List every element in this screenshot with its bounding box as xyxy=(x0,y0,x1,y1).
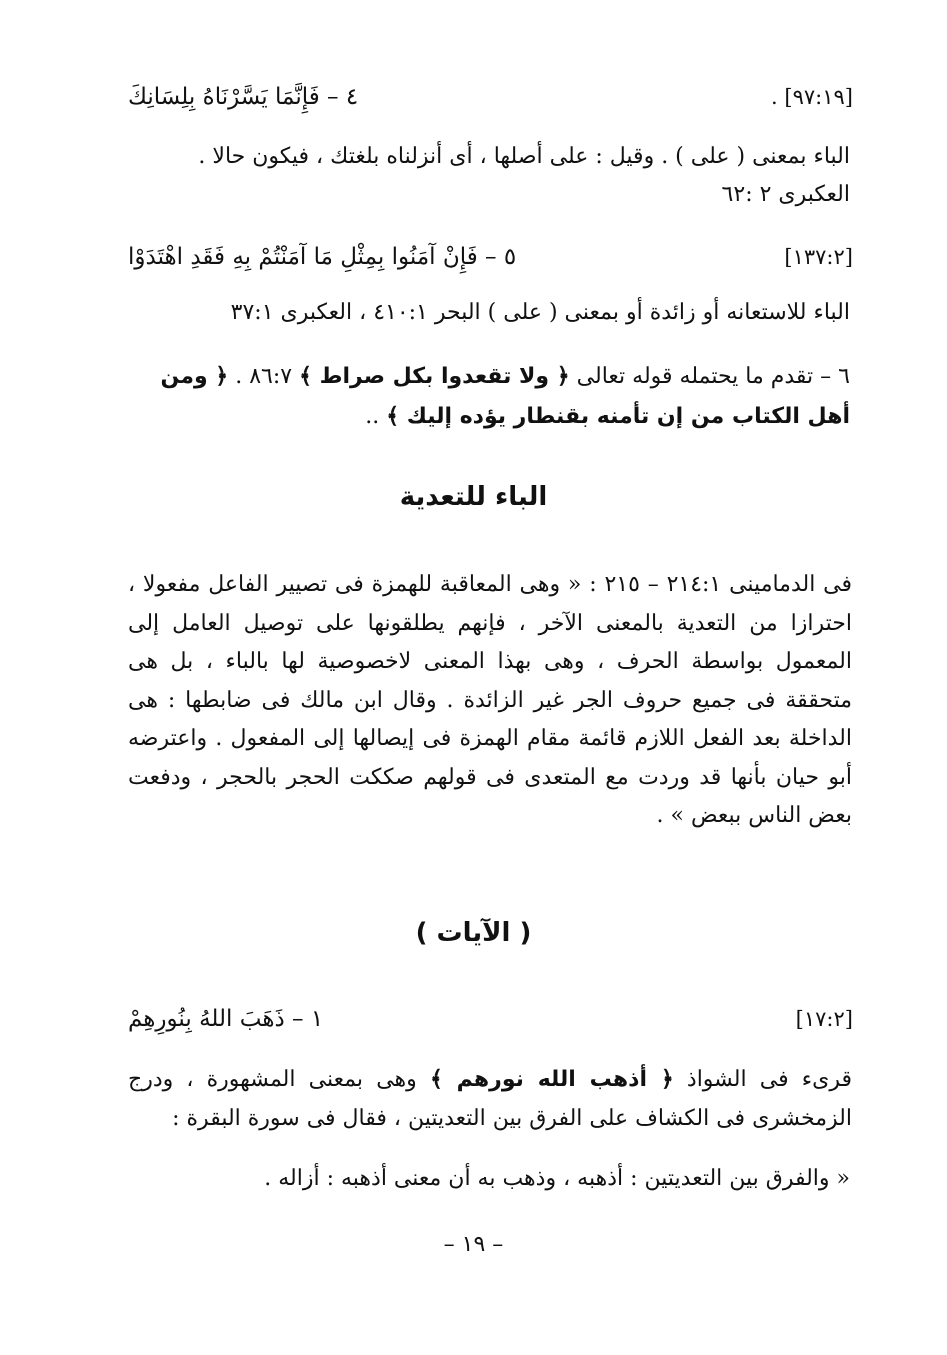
page-number: – ١٩ – xyxy=(443,1232,504,1257)
entry-6-quoted-verse: ﴿ ولا تقعدوا بكل صراط ﴾ xyxy=(299,364,570,389)
entry-5-verse: ٥ – فَإِنْ آمَنُوا بِمِثْلِ مَا آمَنْتُمْ بِهِ فَقَدِ اهْتَدَوْا xyxy=(128,244,517,270)
ayah-1-verse: ١ – ذَهَبَ اللهُ بِنُورِهِمْ xyxy=(128,1006,324,1032)
entry-6-line-1 xyxy=(161,362,850,392)
entry-5-note: الباء للاستعانه أو زائدة أو بمعنى ( على ) البحر ٤١٠:١ ، العكبرى ٣٧:١ xyxy=(230,300,850,325)
entry-4-reference: [٩٧:١٩] . xyxy=(771,85,853,109)
ayah-1-reference: [١٧:٢] xyxy=(795,1007,853,1031)
entry-6-line-2 xyxy=(365,402,850,432)
entry-6-quoted-verse-2-end: أهل الكتاب من إن تأمنه بقنطار يؤده إليك ﴾ xyxy=(386,404,850,429)
entry-6-ellipsis: .. xyxy=(365,404,380,429)
entry-4-verse: ٤ – فَإِنَّمَا يَسَّرْنَاهُ بِلِسَانِكَ xyxy=(128,84,359,110)
entry-5-reference: [١٣٧:٢] xyxy=(784,245,853,269)
entry-4-verse-row xyxy=(128,80,853,114)
entry-4-note-line-1: الباء بمعنى ( على ) . وقيل : على أصلها ، أى أنزلناه بلغتك ، فيكون حالا . xyxy=(198,144,850,169)
section-paragraph: فى الدمامينى ٢١٤:١ – ٢١٥ : « وهى المعاقبة للهمزة فى تصيير الفاعل مفعولا ، احترازا من التعدية بالمعنى الآخر ، فإنهم يطلقونها على توصيل العامل إلى المعمول بواسطة الحرف ، وهى بهذا المعنى لاخصوصية لها بالباء ، بل هى متحققة فى جميع حروف الجر غير الزائدة . وقال ابن مالك فى ضابطها : هى الداخلة بعد الفعل اللازم قائمة مقام الهمزة فى إيصالها إلى المفعول . واعترضه أبو حيان بأنها قد وردت مع المتعدى فى قولهم صككت الحجر بالحجر ، ودفعت بعض الناس ببعض » . xyxy=(128,572,853,828)
entry-5-verse-row xyxy=(128,240,853,274)
entry-6-text: ٦ – تقدم ما يحتمله قوله تعالى xyxy=(576,364,850,389)
ayah-1-paragraph xyxy=(128,1060,852,1138)
ayat-heading: ( الآيات ) xyxy=(415,918,532,948)
entry-6-verse-ref: ٨٦:٧ . xyxy=(235,364,293,389)
ayah-1-text-start: قرىء فى الشواذ xyxy=(686,1067,852,1092)
ayah-1-verse-row xyxy=(128,1002,853,1036)
entry-4-note-line-2: العكبرى ٢ :٦٢ xyxy=(721,182,850,207)
ayah-1-quoted-reading: ﴿ أذهب الله نورهم ﴾ xyxy=(429,1067,674,1092)
section-heading: الباء للتعدية xyxy=(399,482,548,512)
ayah-1-text-rest: وهى بمعنى المشهورة ، ودرج الزمخشرى فى الكشاف على الفرق بين التعديتين ، فقال فى سورة البقرة : xyxy=(128,1067,852,1131)
ayah-1-quote: « والفرق بين التعديتين : أذهبه ، وذهب به أن معنى أذهبه : أزاله . xyxy=(264,1166,850,1191)
entry-6-quoted-verse-2-start: ﴿ ومن xyxy=(160,364,229,389)
